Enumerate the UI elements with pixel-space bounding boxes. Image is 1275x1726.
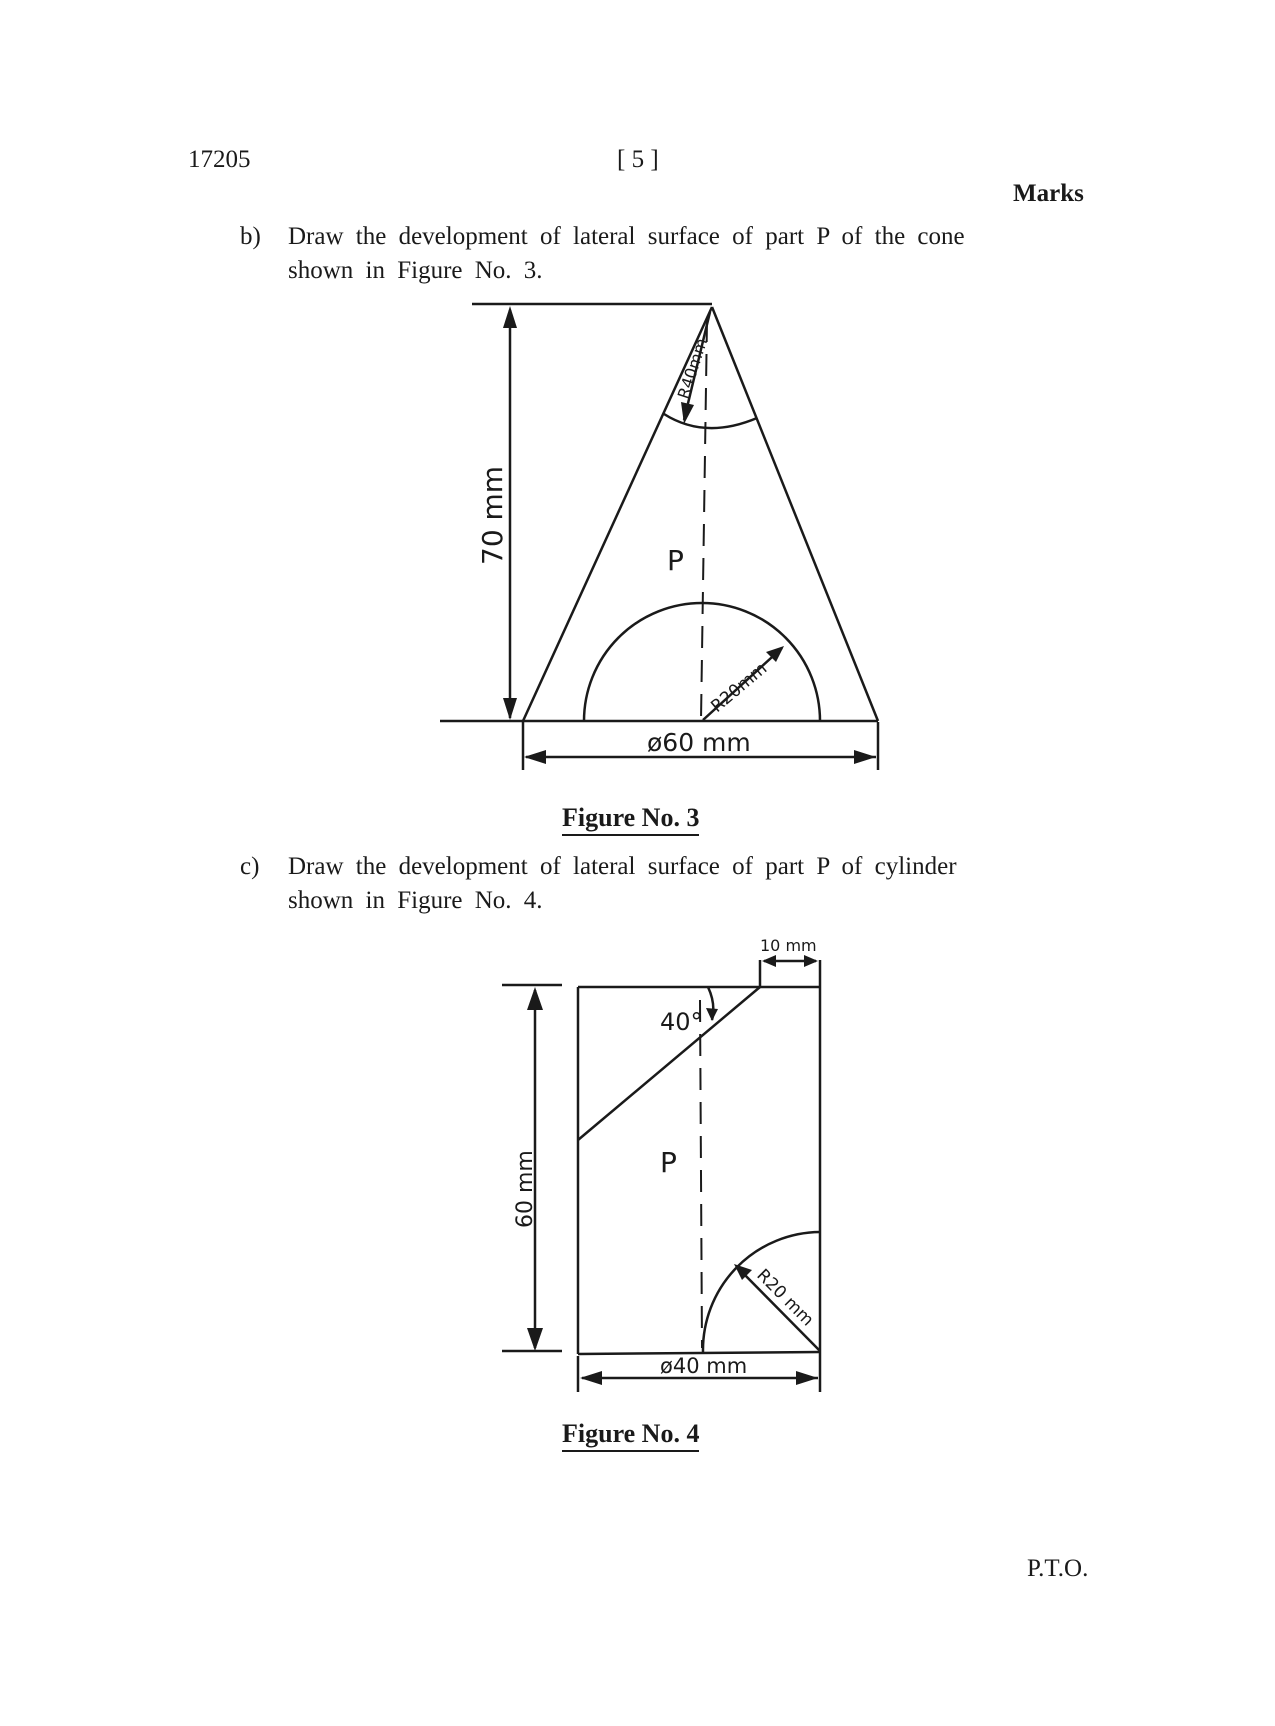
figure-4-caption: Figure No. 4 [562, 1419, 699, 1452]
figure-4-radius-label: R20 mm [752, 1265, 818, 1331]
question-c-text-line1: Draw the development of lateral surface of part P of cylinder [288, 853, 957, 880]
figure-3-height-label: 70 mm [476, 465, 509, 565]
question-c-text-line2: shown in Figure No. 4. [288, 887, 543, 914]
question-b-text-line1: Draw the development of lateral surface of part P of the cone [288, 223, 965, 250]
question-c-label: c) [240, 853, 260, 880]
question-b-label: b) [240, 223, 261, 250]
question-b-text-line2: shown in Figure No. 3. [288, 257, 543, 284]
figure-4-top-width-label: 10 mm [760, 936, 817, 955]
figure-4-diameter-label: ø40 mm [660, 1354, 748, 1378]
paper-code: 17205 [188, 146, 251, 173]
figure-4-height-label: 60 mm [513, 1150, 538, 1228]
figure-3-top-radius-label: R40mm [673, 335, 712, 402]
figure-4-part-label: P [660, 1146, 677, 1179]
figure-3-base-radius-label: R20mm [707, 658, 772, 717]
figure-3-diameter-label: ø60 mm [647, 728, 751, 757]
page-number: [ 5 ] [617, 146, 659, 173]
figure-3-part-label: P [667, 544, 684, 577]
marks-heading: Marks [1013, 180, 1084, 207]
figure-3-caption: Figure No. 3 [562, 803, 699, 836]
pto-footer: P.T.O. [1027, 1555, 1089, 1582]
figure-4-angle-label: 40° [660, 1008, 703, 1036]
